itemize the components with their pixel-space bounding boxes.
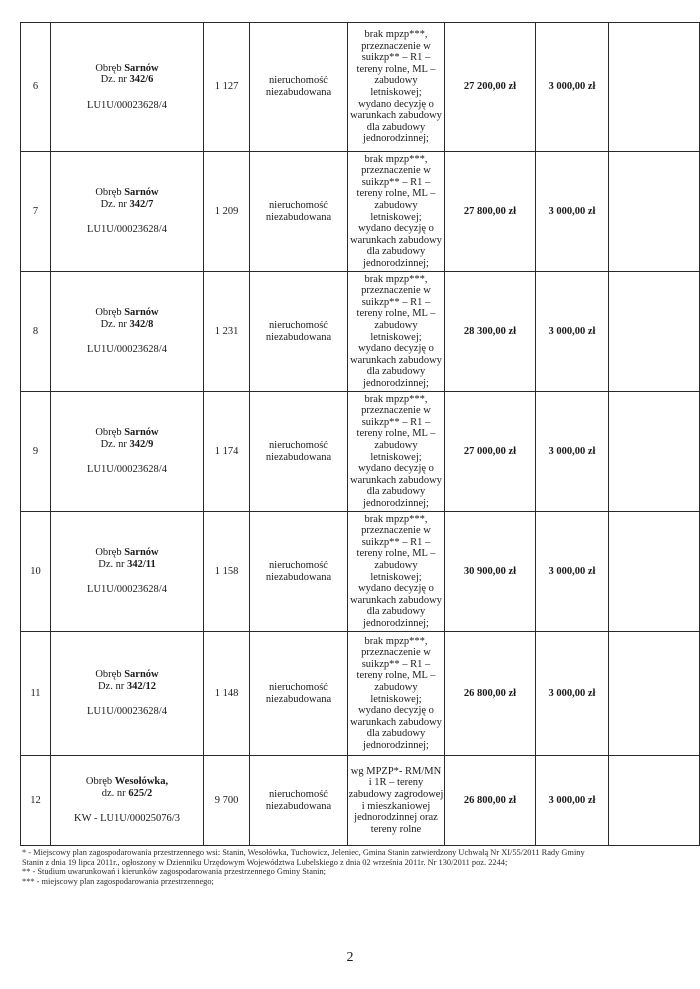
precinct-name: Sarnów: [124, 187, 159, 199]
deposit-amount: 3 000,00 zł: [536, 23, 609, 152]
starting-price: 30 900,00 zł: [445, 512, 536, 632]
zoning-description-cell: [348, 152, 445, 272]
page-number: 2: [346, 950, 354, 965]
empty-cell: [609, 392, 700, 512]
zoning-description-line: tereny rolne, ML –: [356, 188, 436, 200]
zoning-description-line: przeznaczenie w: [361, 40, 431, 52]
zoning-description-line: zabudowy: [374, 319, 418, 331]
land-register-number: LU1U/00023628/4: [87, 224, 167, 236]
zoning-description-line: letniskowej;: [370, 211, 422, 223]
zoning-description-line: tereny rolne: [370, 823, 422, 835]
precinct-line: [51, 547, 203, 559]
zoning-description-line: dla zabudowy: [366, 728, 426, 740]
property-type-line: nieruchomość: [269, 439, 328, 451]
parcel-cell: [51, 23, 204, 152]
zoning-description-line: warunkach zabudowy: [350, 594, 442, 606]
land-register-number: LU1U/00023628/4: [87, 99, 167, 111]
deposit-amount: 3 000,00 zł: [536, 632, 609, 756]
parcel-number: 342/11: [127, 558, 156, 570]
table-row: [21, 392, 700, 512]
zoning-description-line: wydano decyzję o: [358, 98, 434, 110]
area-value: 1 127: [204, 23, 250, 152]
zoning-description-line: suikzp** – R1 –: [361, 658, 431, 670]
zoning-description-line: letniskowej;: [370, 331, 422, 343]
zoning-description-line: jednorodzinnej oraz: [354, 812, 438, 824]
property-type-cell: [250, 23, 348, 152]
zoning-description-line: brak mpzp***,: [364, 273, 428, 285]
parcel-cell: [51, 756, 204, 846]
zoning-description-cell: [348, 632, 445, 756]
zoning-description-cell: [348, 756, 445, 846]
zoning-description-line: dla zabudowy: [366, 246, 426, 258]
parcel-prefix: dz. nr: [101, 787, 129, 799]
zoning-description-line: i 1R – tereny: [368, 777, 424, 789]
property-type-line: nieruchomość: [269, 319, 328, 331]
empty-cell: [609, 632, 700, 756]
zoning-description-line: zabudowy zagrodowej: [348, 788, 444, 800]
parcel-number-line: [51, 199, 203, 211]
zoning-description-line: przeznaczenie w: [361, 525, 431, 537]
property-table: [20, 22, 700, 846]
parcel-number: 342/6: [129, 74, 154, 86]
zoning-description-line: przeznaczenie w: [361, 405, 431, 417]
precinct-name: Sarnów: [124, 547, 159, 559]
precinct-prefix: Obręb: [95, 62, 125, 74]
zoning-description-line: jednorodzinnej;: [363, 377, 429, 389]
zoning-description-line: jednorodzinnej;: [363, 133, 429, 145]
precinct-line: [51, 427, 203, 439]
precinct-name: Sarnów: [124, 427, 159, 439]
zoning-description-line: dla zabudowy: [366, 606, 426, 618]
zoning-description-line: letniskowej;: [370, 693, 422, 705]
deposit-amount: 3 000,00 zł: [536, 512, 609, 632]
zoning-description-line: suikzp** – R1 –: [361, 176, 431, 188]
land-register-number: LU1U/00023628/4: [87, 706, 167, 718]
area-value: 9 700: [204, 756, 250, 846]
precinct-name: Sarnów: [124, 307, 159, 319]
precinct-name: Sarnów: [124, 62, 159, 74]
table-row: [21, 272, 700, 392]
zoning-description-line: brak mpzp***,: [364, 513, 428, 525]
zoning-description-line: suikzp** – R1 –: [361, 296, 431, 308]
zoning-description-line: letniskowej;: [370, 87, 422, 98]
property-type-cell: [250, 392, 348, 512]
parcel-prefix: Dz. nr: [100, 198, 130, 210]
precinct-prefix: Obręb: [95, 427, 125, 439]
zoning-description-line: tereny rolne, ML –: [356, 548, 436, 560]
zoning-description-line: tereny rolne, ML –: [356, 670, 436, 682]
property-type-line: niezabudowana: [265, 211, 332, 223]
row-number: 6: [21, 23, 51, 152]
parcel-cell: [51, 152, 204, 272]
zoning-description-line: tereny rolne, ML –: [356, 63, 436, 75]
land-register-number: LU1U/00023628/4: [87, 584, 167, 596]
zoning-description-line: brak mpzp***,: [364, 29, 428, 41]
land-register-number: LU1U/00023628/4: [87, 464, 167, 476]
zoning-description-line: tereny rolne, ML –: [356, 428, 436, 440]
starting-price: 26 800,00 zł: [445, 756, 536, 846]
zoning-description-line: jednorodzinnej;: [363, 739, 429, 751]
deposit-amount: 3 000,00 zł: [536, 756, 609, 846]
precinct-line: [51, 63, 203, 75]
property-type-cell: [250, 756, 348, 846]
empty-cell: [609, 152, 700, 272]
zoning-description-line: zabudowy: [374, 559, 418, 571]
zoning-description-line: dla zabudowy: [366, 486, 426, 498]
zoning-description-line: tereny rolne, ML –: [356, 308, 436, 320]
zoning-description-line: brak mpzp***,: [364, 635, 428, 647]
land-register-number: LU1U/00023628/4: [87, 344, 167, 356]
zoning-description-line: wydano decyzję o: [358, 343, 434, 355]
zoning-description-line: warunkach zabudowy: [350, 716, 442, 728]
table-row: [21, 23, 700, 152]
starting-price: 26 800,00 zł: [445, 632, 536, 756]
property-type-line: nieruchomość: [269, 681, 328, 693]
parcel-prefix: Dz. nr: [98, 558, 128, 570]
parcel-number-line: [51, 319, 203, 331]
starting-price: 27 800,00 zł: [445, 152, 536, 272]
zoning-description-line: zabudowy: [374, 199, 418, 211]
zoning-description-cell: [348, 392, 445, 512]
row-number: 8: [21, 272, 51, 392]
precinct-line: [51, 307, 203, 319]
zoning-description-line: warunkach zabudowy: [350, 234, 442, 246]
zoning-description-line: wydano decyzję o: [358, 223, 434, 235]
property-type-cell: [250, 152, 348, 272]
row-number: 11: [21, 632, 51, 756]
property-type-cell: [250, 272, 348, 392]
property-type-line: niezabudowana: [265, 800, 332, 812]
parcel-number: 342/9: [129, 438, 154, 450]
parcel-number: 342/12: [126, 680, 157, 692]
zoning-description-line: suikzp** – R1 –: [361, 52, 431, 64]
zoning-description-line: warunkach zabudowy: [350, 110, 442, 122]
zoning-description-line: suikzp** – R1 –: [361, 536, 431, 548]
zoning-description-line: dla zabudowy: [366, 366, 426, 378]
property-type-cell: [250, 512, 348, 632]
zoning-description-line: jednorodzinnej;: [363, 257, 429, 269]
zoning-description-line: dla zabudowy: [366, 121, 426, 133]
property-type-line: nieruchomość: [269, 559, 328, 571]
property-table-body: [21, 23, 700, 846]
precinct-line: [51, 187, 203, 199]
precinct-name: Wesołówka,: [114, 776, 169, 788]
starting-price: 28 300,00 zł: [445, 272, 536, 392]
empty-cell: [609, 512, 700, 632]
parcel-number-line: [51, 788, 203, 800]
footnote-1-cont: Stanin z dnia 19 lipca 2011r., ogłoszony w Dzienniku Urzędowym Województwa Lubelskiego z dnia 02 września 2011r. Nr 130/2011 poz. 2244;: [22, 857, 508, 867]
property-type-line: niezabudowana: [265, 451, 332, 463]
parcel-number: 342/8: [129, 318, 154, 330]
zoning-description-line: wydano decyzję o: [358, 705, 434, 717]
land-register-number: KW - LU1U/00025076/3: [74, 813, 180, 825]
property-type-line: nieruchomość: [269, 788, 328, 800]
parcel-number-line: [51, 74, 203, 86]
zoning-description-cell: [348, 272, 445, 392]
precinct-line: [51, 669, 203, 681]
parcel-number-line: [51, 559, 203, 571]
deposit-amount: 3 000,00 zł: [536, 272, 609, 392]
footnote-1: * - Miejscowy plan zagospodarowania przestrzennego wsi: Stanin, Wesołówka, Tuchowicz, Jeleniec, Gmina Stanin zatwierdzony Uchwałą Nr XI/55/2011 Rady Gminy: [22, 848, 585, 857]
parcel-prefix: Dz. nr: [97, 680, 127, 692]
precinct-prefix: Obręb: [95, 187, 125, 199]
empty-cell: [609, 272, 700, 392]
parcel-cell: [51, 272, 204, 392]
area-value: 1 209: [204, 152, 250, 272]
empty-cell: [609, 23, 700, 152]
footnote-2: ** - Studium uwarunkowań i kierunków zagospodarowania przestrzennego Gminy Stanin;: [22, 867, 326, 877]
zoning-description-line: brak mpzp***,: [364, 153, 428, 165]
property-type-line: niezabudowana: [265, 693, 332, 705]
property-type-line: niezabudowana: [265, 87, 332, 98]
zoning-description-line: jednorodzinnej;: [363, 497, 429, 509]
table-row: [21, 152, 700, 272]
parcel-number-line: [51, 681, 203, 693]
zoning-description-line: suikzp** – R1 –: [361, 416, 431, 428]
zoning-description-line: zabudowy: [374, 75, 418, 87]
parcel-prefix: Dz. nr: [100, 438, 130, 450]
parcel-number-line: [51, 439, 203, 451]
row-number: 10: [21, 512, 51, 632]
zoning-description-line: przeznaczenie w: [361, 647, 431, 659]
empty-cell: [609, 756, 700, 846]
zoning-description-line: wg MPZP*- RM/MN: [350, 765, 442, 777]
zoning-description-line: letniskowej;: [370, 571, 422, 583]
zoning-description-line: warunkach zabudowy: [350, 474, 442, 486]
precinct-prefix: Obręb: [95, 669, 125, 681]
area-value: 1 231: [204, 272, 250, 392]
zoning-description-line: przeznaczenie w: [361, 285, 431, 297]
table-row: [21, 632, 700, 756]
zoning-description-line: brak mpzp***,: [364, 393, 428, 405]
parcel-number: 342/7: [129, 198, 154, 210]
parcel-cell: [51, 632, 204, 756]
zoning-description-line: jednorodzinnej;: [363, 617, 429, 629]
zoning-description-line: zabudowy: [374, 439, 418, 451]
precinct-name: Sarnów: [124, 669, 159, 681]
zoning-description-line: przeznaczenie w: [361, 165, 431, 177]
row-number: 12: [21, 756, 51, 846]
zoning-description-cell: [348, 512, 445, 632]
precinct-prefix: Obręb: [95, 307, 125, 319]
starting-price: 27 000,00 zł: [445, 392, 536, 512]
table-row: [21, 512, 700, 632]
property-type-line: nieruchomość: [269, 75, 328, 87]
area-value: 1 174: [204, 392, 250, 512]
area-value: 1 158: [204, 512, 250, 632]
property-type-line: niezabudowana: [265, 331, 332, 343]
parcel-prefix: Dz. nr: [100, 74, 130, 86]
zoning-description-line: i mieszkaniowej: [361, 800, 431, 812]
area-value: 1 148: [204, 632, 250, 756]
zoning-description-line: letniskowej;: [370, 451, 422, 463]
footnote-3: *** - miejscowy plan zagospodarowania przestrzennego;: [22, 876, 214, 886]
zoning-description-cell: [348, 23, 445, 152]
deposit-amount: 3 000,00 zł: [536, 392, 609, 512]
precinct-prefix: Obręb: [95, 547, 125, 559]
table-row: [21, 756, 700, 846]
zoning-description-line: wydano decyzję o: [358, 583, 434, 595]
precinct-prefix: Obręb: [85, 776, 115, 788]
parcel-prefix: Dz. nr: [100, 318, 130, 330]
parcel-cell: [51, 392, 204, 512]
row-number: 7: [21, 152, 51, 272]
deposit-amount: 3 000,00 zł: [536, 152, 609, 272]
row-number: 9: [21, 392, 51, 512]
property-type-line: niezabudowana: [265, 571, 332, 583]
footnotes: [22, 848, 672, 886]
property-type-cell: [250, 632, 348, 756]
starting-price: 27 200,00 zł: [445, 23, 536, 152]
property-type-line: nieruchomość: [269, 199, 328, 211]
zoning-description-line: wydano decyzję o: [358, 463, 434, 475]
parcel-cell: [51, 512, 204, 632]
zoning-description-line: warunkach zabudowy: [350, 354, 442, 366]
zoning-description-line: zabudowy: [374, 681, 418, 693]
precinct-line: [51, 776, 203, 788]
parcel-number: 625/2: [128, 787, 153, 799]
